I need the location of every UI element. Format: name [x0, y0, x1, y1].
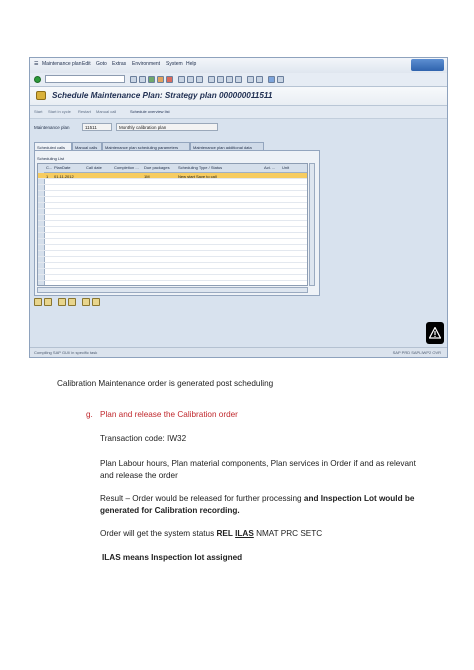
next-page-icon[interactable]	[226, 76, 233, 83]
title-icon	[36, 91, 46, 100]
column-header[interactable]: Due packages	[144, 165, 170, 170]
system-status-text	[100, 528, 322, 540]
column-header[interactable]: Scheduling Type / Status	[178, 165, 223, 170]
skip-call-icon[interactable]	[68, 298, 76, 306]
maintenance-plan-label: Maintenance plan	[34, 125, 70, 130]
table-header	[38, 164, 307, 173]
ilas-note	[102, 552, 242, 564]
menu-edit[interactable]: Edit	[82, 61, 91, 67]
command-field[interactable]	[45, 75, 125, 83]
manual-call-button[interactable]: Manual call	[96, 109, 117, 114]
caption: Calibration Maintenance order is generated post scheduling	[57, 379, 274, 388]
transaction-code: Transaction code: IW32	[100, 434, 187, 443]
layout-icon[interactable]	[277, 76, 284, 83]
vertical-scrollbar[interactable]	[309, 163, 315, 286]
scheduling-list-table	[37, 163, 308, 286]
column-header[interactable]: C...	[46, 165, 53, 170]
ilas-note-text: ILAS means Inspection lot assigned	[102, 553, 243, 562]
details-icon[interactable]	[92, 298, 100, 306]
result-text-line1	[100, 493, 414, 505]
application-toolbar	[30, 106, 447, 119]
menu-environment[interactable]: Environment	[132, 61, 161, 67]
sap-window	[29, 57, 448, 358]
grid-title: Scheduling List	[37, 156, 65, 161]
maintenance-plan-description: Monthly calibration plan	[116, 123, 218, 131]
step-title: Plan and release the Calibration order	[100, 410, 238, 419]
horizontal-scrollbar[interactable]	[37, 287, 308, 293]
menu-bar	[30, 58, 447, 74]
help-icon[interactable]	[268, 76, 275, 83]
deselect-all-icon[interactable]	[44, 298, 52, 306]
edit-icon[interactable]	[82, 298, 90, 306]
table-cell: 01.11.2012	[54, 173, 74, 179]
column-header[interactable]: Call date	[86, 165, 102, 170]
step-marker: g.	[86, 410, 93, 419]
new-session-icon[interactable]	[247, 76, 254, 83]
last-page-icon[interactable]	[235, 76, 242, 83]
result-text-line2	[100, 505, 240, 517]
warning-icon	[429, 327, 441, 339]
column-header[interactable]: PlanDate	[54, 165, 71, 170]
back-icon[interactable]	[130, 76, 137, 83]
status-prefix: Order will get the system status	[100, 529, 217, 538]
menu-icon[interactable]: ☰	[34, 61, 39, 67]
status-message: Compiling SAP GUI/ in specific task	[34, 350, 98, 355]
find-icon[interactable]	[187, 76, 194, 83]
enter-icon[interactable]	[34, 76, 41, 83]
prev-page-icon[interactable]	[217, 76, 224, 83]
shortcut-icon[interactable]	[256, 76, 263, 83]
page-title: Schedule Maintenance Plan: Strategy plan 000000011511	[52, 91, 273, 100]
table-cell: 1	[46, 173, 49, 179]
system-info: SAP PRD SAPLIWP2 OVR	[392, 350, 441, 355]
system-toolbar	[30, 73, 447, 87]
menu-extras[interactable]: Extras	[112, 61, 127, 67]
scheduled-calls-panel	[34, 150, 320, 296]
status-rel: REL	[216, 529, 233, 538]
find-next-icon[interactable]	[196, 76, 203, 83]
column-header[interactable]: Unit	[282, 165, 290, 170]
first-page-icon[interactable]	[208, 76, 215, 83]
table-row[interactable]	[38, 275, 307, 281]
menu-help[interactable]: Help	[186, 61, 197, 67]
column-header[interactable]: Act. ...	[264, 165, 276, 170]
menu-maintenance-plan[interactable]: Maintenance plan	[42, 61, 82, 67]
sap-logo-icon	[411, 59, 444, 71]
result-bold: and Inspection Lot would be	[303, 494, 415, 503]
tab-scheduling-parameters[interactable]: Maintenance plan scheduling parameters	[102, 142, 190, 151]
green-arrow-icon[interactable]	[148, 76, 155, 83]
start-in-cycle-button[interactable]: Start in cycle	[48, 109, 71, 114]
status-rest: NMAT PRC SETC	[253, 529, 323, 538]
tab-scheduled-calls[interactable]: Scheduled calls	[34, 142, 72, 151]
maintenance-plan-row	[30, 123, 447, 135]
result-prefix: Result – Order would be released for further processing	[100, 494, 304, 503]
save-icon[interactable]	[139, 76, 146, 83]
screen-title-bar	[30, 87, 447, 106]
release-call-icon[interactable]	[58, 298, 66, 306]
table-cell: New start Save to call	[178, 173, 217, 179]
plan-text-line2: and release the order	[100, 471, 178, 480]
tab-additional-data[interactable]: Maintenance plan additional data	[190, 142, 264, 151]
result-bold-cont: generated for Calibration recording.	[100, 506, 240, 515]
warning-badge	[426, 322, 444, 344]
status-bar	[30, 347, 447, 357]
schedule-overview-list-button[interactable]: Schedule overview list	[130, 109, 170, 114]
column-header[interactable]: Completion ...	[114, 165, 139, 170]
table-cell: 1M	[144, 173, 150, 179]
exit-icon[interactable]	[157, 76, 164, 83]
cancel-icon[interactable]	[166, 76, 173, 83]
restart-button[interactable]: Restart	[78, 109, 91, 114]
select-all-icon[interactable]	[34, 298, 42, 306]
start-button[interactable]: Start	[34, 109, 43, 114]
maintenance-plan-field[interactable]: 11511	[82, 123, 112, 131]
plan-text-line1: Plan Labour hours, Plan material components, Plan services in Order if and as relevant	[100, 459, 416, 468]
menu-system[interactable]: System	[166, 61, 183, 67]
tab-manual-calls[interactable]: Manual calls	[72, 142, 102, 151]
status-ilas: ILAS	[235, 529, 254, 538]
menu-goto[interactable]: Goto	[96, 61, 107, 67]
print-icon[interactable]	[178, 76, 185, 83]
